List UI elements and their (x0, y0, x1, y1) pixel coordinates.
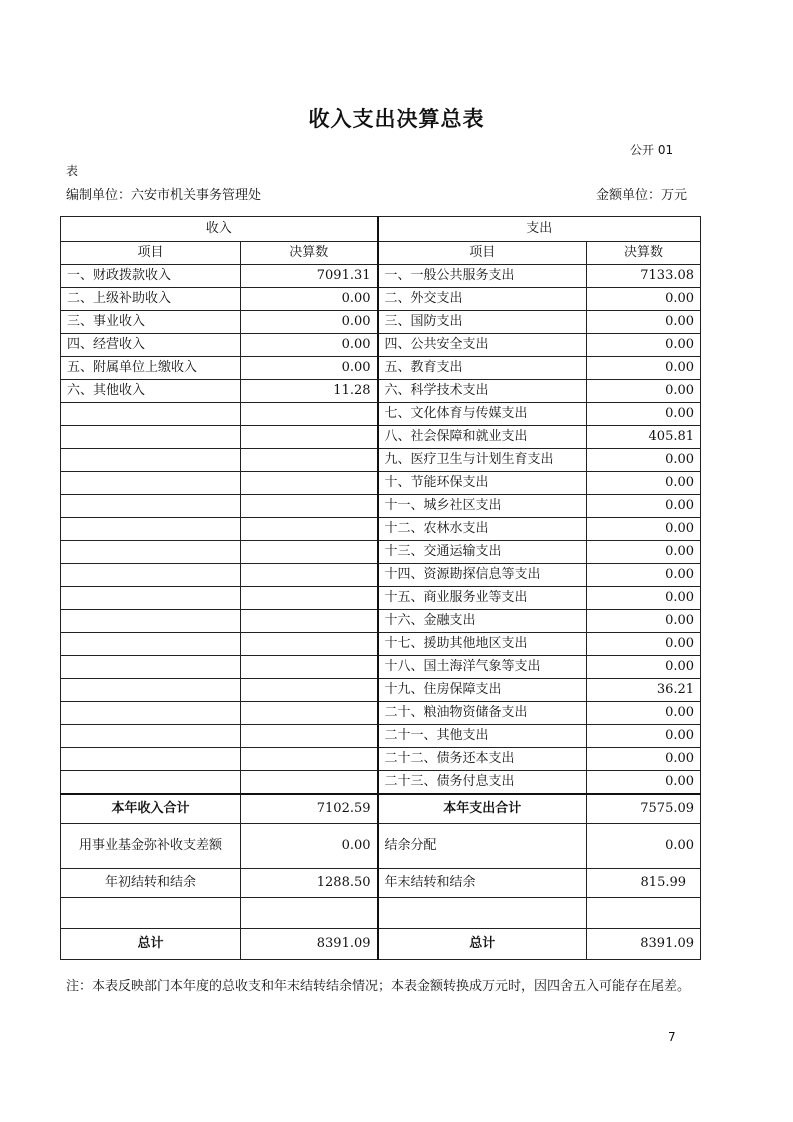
budget-table (60, 216, 701, 960)
blank-cell (61, 898, 241, 929)
income-item-cell: 一、财政拨款收入 (61, 265, 241, 288)
income-item-cell (61, 472, 241, 495)
expense-item-cell: 二十、粮油物资储备支出 (378, 702, 587, 725)
table-code: 公开 01 (630, 143, 674, 157)
balance-row (61, 869, 701, 898)
income-item-cell (61, 541, 241, 564)
income-item-cell (61, 679, 241, 702)
balance-dist-value: 0.00 (587, 824, 701, 869)
expense-item-cell: 十八、国土海洋气象等支出 (378, 656, 587, 679)
end-balance-value: 815.99 (587, 869, 701, 898)
blank-cell (241, 898, 378, 929)
table-row (61, 403, 701, 426)
expense-item-cell: 二十三、债务付息支出 (378, 771, 587, 795)
grand-total-label-left: 总计 (61, 929, 241, 960)
income-amount-cell (241, 403, 378, 426)
income-total-label: 本年收入合计 (61, 794, 241, 824)
totals-body (61, 794, 701, 960)
expense-item-cell: 十七、援助其他地区支出 (378, 633, 587, 656)
expense-total-value: 7575.09 (587, 794, 701, 824)
expense-amount-cell: 36.21 (587, 679, 701, 702)
table-row (61, 564, 701, 587)
income-amount-cell (241, 518, 378, 541)
begin-balance-value: 1288.50 (241, 869, 378, 898)
income-amount-cell (241, 564, 378, 587)
income-item-cell (61, 495, 241, 518)
income-amount-cell (241, 587, 378, 610)
expense-item-cell: 四、公共安全支出 (378, 334, 587, 357)
table-row (61, 265, 701, 288)
expense-item-cell: 十五、商业服务业等支出 (378, 587, 587, 610)
expense-item-cell: 十一、城乡社区支出 (378, 495, 587, 518)
table-row (61, 495, 701, 518)
expense-amount-cell: 0.00 (587, 495, 701, 518)
expense-item-cell: 二十一、其他支出 (378, 725, 587, 748)
income-item-cell: 三、事业收入 (61, 311, 241, 334)
income-total-value: 7102.59 (241, 794, 378, 824)
expense-amount-cell: 0.00 (587, 288, 701, 311)
expense-amount-cell: 405.81 (587, 426, 701, 449)
income-item-cell (61, 426, 241, 449)
fund-gap-value: 0.00 (241, 824, 378, 869)
income-amount-cell (241, 426, 378, 449)
expense-amount-header: 决算数 (587, 242, 701, 265)
grand-total-value-right: 8391.09 (587, 929, 701, 960)
table-row (61, 679, 701, 702)
expense-amount-cell: 0.00 (587, 449, 701, 472)
table-row (61, 334, 701, 357)
expense-item-cell: 二、外交支出 (378, 288, 587, 311)
expense-amount-cell: 0.00 (587, 702, 701, 725)
expense-amount-cell: 0.00 (587, 748, 701, 771)
income-item-cell: 五、附属单位上缴收入 (61, 357, 241, 380)
expense-amount-cell: 0.00 (587, 472, 701, 495)
income-amount-cell: 0.00 (241, 334, 378, 357)
table-row (61, 748, 701, 771)
income-item-cell (61, 748, 241, 771)
income-amount-cell (241, 702, 378, 725)
table-code-suffix: 表 (66, 164, 79, 178)
expense-amount-cell: 0.00 (587, 587, 701, 610)
income-amount-cell (241, 748, 378, 771)
unit-label: 金额单位：万元 (596, 188, 688, 203)
expense-amount-cell: 0.00 (587, 610, 701, 633)
income-amount-cell (241, 656, 378, 679)
expense-amount-cell: 0.00 (587, 633, 701, 656)
income-amount-cell: 0.00 (241, 357, 378, 380)
blank-cell (587, 898, 701, 929)
expense-item-cell: 六、科学技术支出 (378, 380, 587, 403)
income-amount-cell (241, 472, 378, 495)
income-item-cell (61, 610, 241, 633)
expense-amount-cell: 0.00 (587, 311, 701, 334)
income-amount-cell (241, 495, 378, 518)
expense-item-cell: 七、文化体育与传媒支出 (378, 403, 587, 426)
grand-total-label-right: 总计 (378, 929, 587, 960)
expense-item-cell: 十二、农林水支出 (378, 518, 587, 541)
end-balance-label: 年末结转和结余 (378, 869, 587, 898)
expense-amount-cell: 0.00 (587, 403, 701, 426)
income-item-cell (61, 518, 241, 541)
expense-item-header: 项目 (378, 242, 587, 265)
table-row (61, 610, 701, 633)
income-item-header: 项目 (61, 242, 241, 265)
income-amount-cell (241, 541, 378, 564)
expense-amount-cell: 0.00 (587, 334, 701, 357)
income-amount-cell (241, 610, 378, 633)
expense-item-cell: 三、国防支出 (378, 311, 587, 334)
expense-amount-cell: 0.00 (587, 357, 701, 380)
fund-gap-label: 用事业基金弥补收支差额 (61, 824, 241, 869)
expense-item-cell: 十、节能环保支出 (378, 472, 587, 495)
income-item-cell (61, 403, 241, 426)
income-amount-cell (241, 725, 378, 748)
table-row (61, 633, 701, 656)
table-row (61, 288, 701, 311)
expense-amount-cell: 0.00 (587, 771, 701, 795)
expense-amount-cell: 0.00 (587, 564, 701, 587)
expense-item-cell: 十四、资源勘探信息等支出 (378, 564, 587, 587)
page-title: 收入支出决算总表 (308, 107, 485, 131)
income-amount-cell: 0.00 (241, 311, 378, 334)
table-row (61, 771, 701, 795)
table-row (61, 541, 701, 564)
expense-amount-cell: 0.00 (587, 518, 701, 541)
blank-cell (378, 898, 587, 929)
expense-item-cell: 八、社会保障和就业支出 (378, 426, 587, 449)
income-item-cell (61, 449, 241, 472)
table-row (61, 472, 701, 495)
table-row (61, 725, 701, 748)
income-item-cell (61, 633, 241, 656)
expense-amount-cell: 0.00 (587, 656, 701, 679)
table-body (61, 265, 701, 795)
expense-item-cell: 十六、金融支出 (378, 610, 587, 633)
income-amount-cell (241, 679, 378, 702)
fund-gap-row (61, 824, 701, 869)
income-item-cell (61, 587, 241, 610)
income-item-cell: 六、其他收入 (61, 380, 241, 403)
income-amount-cell: 0.00 (241, 288, 378, 311)
expense-amount-cell: 7133.08 (587, 265, 701, 288)
income-amount-cell (241, 771, 378, 795)
blank-row (61, 898, 701, 929)
expense-group-header: 支出 (378, 217, 701, 242)
table-row (61, 702, 701, 725)
expense-item-cell: 一、一般公共服务支出 (378, 265, 587, 288)
expense-amount-cell: 0.00 (587, 380, 701, 403)
income-amount-header: 决算数 (241, 242, 378, 265)
grand-total-value-left: 8391.09 (241, 929, 378, 960)
expense-item-cell: 十九、住房保障支出 (378, 679, 587, 702)
income-item-cell (61, 564, 241, 587)
expense-total-label: 本年支出合计 (378, 794, 587, 824)
table-row (61, 518, 701, 541)
expense-item-cell: 九、医疗卫生与计划生育支出 (378, 449, 587, 472)
begin-balance-label: 年初结转和结余 (61, 869, 241, 898)
income-amount-cell: 7091.31 (241, 265, 378, 288)
table-row (61, 656, 701, 679)
income-item-cell (61, 656, 241, 679)
income-item-cell (61, 725, 241, 748)
footnote: 注：本表反映部门本年度的总收支和年末结转结余情况；本表金额转换成万元时，因四舍五入可能存在尾差。 (66, 979, 691, 994)
balance-dist-label: 结余分配 (378, 824, 587, 869)
grand-total-row (61, 929, 701, 960)
expense-amount-cell: 0.00 (587, 541, 701, 564)
income-item-cell: 二、上级补助收入 (61, 288, 241, 311)
income-item-cell (61, 702, 241, 725)
total-row (61, 794, 701, 824)
table-row (61, 426, 701, 449)
income-amount-cell (241, 449, 378, 472)
income-amount-cell (241, 633, 378, 656)
expense-item-cell: 十三、交通运输支出 (378, 541, 587, 564)
expense-item-cell: 五、教育支出 (378, 357, 587, 380)
income-group-header: 收入 (61, 217, 378, 242)
table-row (61, 311, 701, 334)
income-item-cell (61, 771, 241, 795)
org-label: 编制单位：六安市机关事务管理处 (66, 188, 262, 203)
table-row (61, 380, 701, 403)
page-number: 7 (668, 1030, 676, 1044)
income-amount-cell: 11.28 (241, 380, 378, 403)
expense-amount-cell: 0.00 (587, 725, 701, 748)
expense-item-cell: 二十二、债务还本支出 (378, 748, 587, 771)
table-row (61, 449, 701, 472)
table-row (61, 357, 701, 380)
income-item-cell: 四、经营收入 (61, 334, 241, 357)
table-row (61, 587, 701, 610)
